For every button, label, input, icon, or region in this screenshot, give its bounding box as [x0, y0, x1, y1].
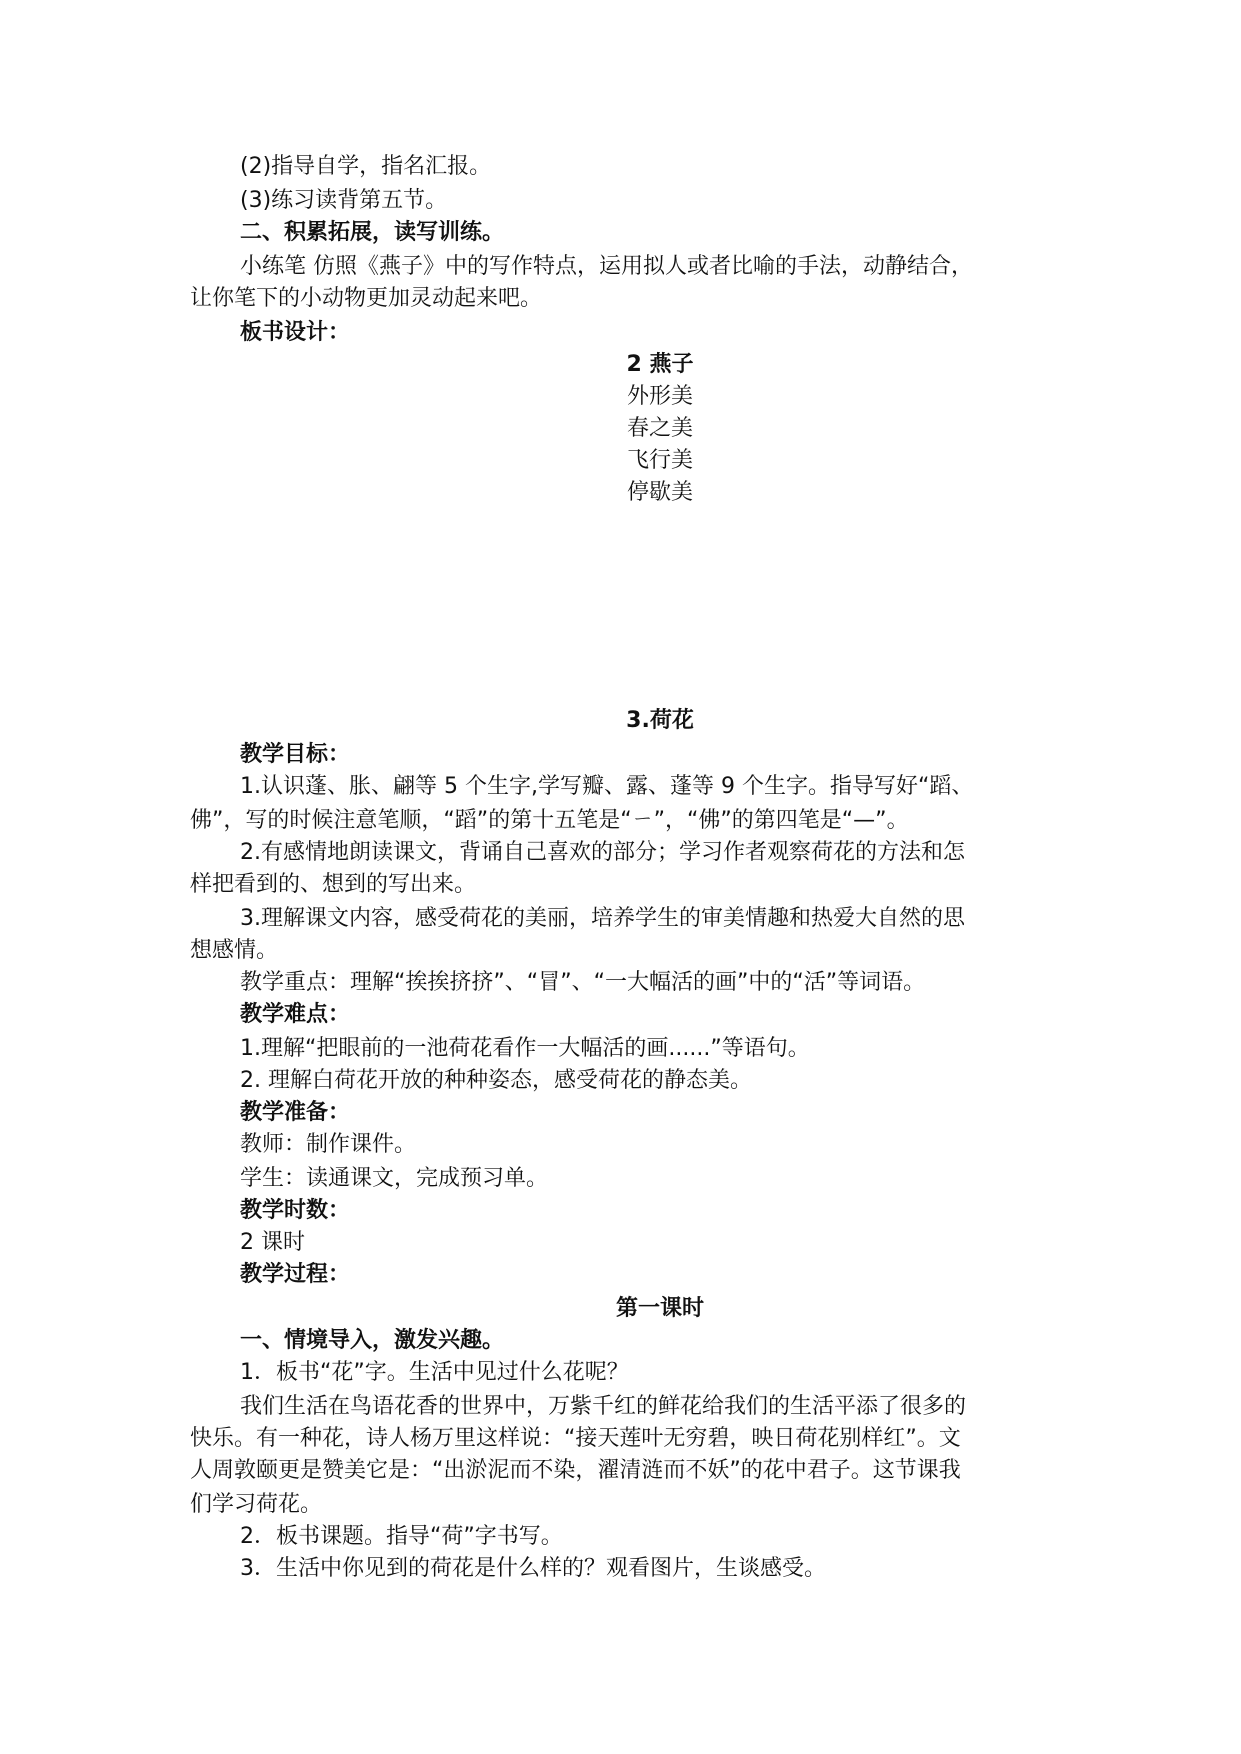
- process-label: 教学过程：: [240, 1262, 351, 1287]
- intro-paragraph-line-1: 我们生活在鸟语花香的世界中，万紫千红的鲜花给我们的生活平添了很多的: [240, 1394, 967, 1419]
- practice-paragraph-line-1: 小练笔 仿照《燕子》中的写作特点，运用拟人或者比喻的手法，动静结合，: [240, 254, 973, 279]
- goal-2-line-1: 2.有感情地朗读课文，背诵自己喜欢的部分；学习作者观察荷花的方法和怎: [240, 840, 965, 865]
- intro-paragraph-line-3: 人周敦颐更是赞美它是：“出淤泥而不染，濯清涟而不妖”的花中君子。这节课我: [190, 1458, 961, 1483]
- preparation-teacher: 教师：制作课件。: [240, 1132, 417, 1157]
- board-design-label: 板书设计：: [240, 320, 351, 345]
- hours-value: 2 课时: [240, 1230, 305, 1255]
- intro-heading: 一、情境导入，激发兴趣。: [240, 1328, 505, 1353]
- goal-1-line-2: 佛”，写的时候注意笔顺，“蹈”的第十五笔是“ㄧ”，“佛”的第四笔是“—”。: [190, 808, 909, 833]
- preparation-label: 教学准备：: [240, 1100, 351, 1125]
- goals-label: 教学目标：: [240, 742, 351, 767]
- board-title: 2 燕子: [626, 352, 694, 377]
- hours-label: 教学时数：: [240, 1198, 351, 1223]
- step-2-text: (2)指导自学，指名汇报。: [240, 154, 492, 179]
- lesson-title: 3.荷花: [626, 708, 694, 733]
- heading-accumulate-expand: 二、积累拓展，读写训练。: [240, 220, 505, 245]
- preparation-student: 学生：读通课文，完成预习单。: [240, 1166, 549, 1191]
- difficult-point-1: 1.理解“把眼前的一池荷花看作一大幅活的画......”等语句。: [240, 1036, 810, 1061]
- goal-3-line-1: 3.理解课文内容，感受荷花的美丽，培养学生的审美情趣和热爱大自然的思: [240, 906, 965, 931]
- goal-3-line-2: 想感情。: [190, 938, 279, 963]
- board-item: 停歇美: [626, 480, 693, 505]
- step-3-text: (3)练习读背第五节。: [240, 188, 448, 213]
- board-item: 春之美: [626, 416, 693, 441]
- board-item: 飞行美: [626, 448, 693, 473]
- goal-1-line-1: 1.认识蓬、胀、翩等 5 个生字,学写瓣、露、蓬等 9 个生字。指导写好“蹈、: [240, 774, 974, 799]
- intro-step-1: 1．板书“花”字。生活中见过什么花呢？: [240, 1360, 629, 1385]
- key-points-text: 教学重点：理解“挨挨挤挤”、“冒”、“一大幅活的画”中的“活”等词语。: [240, 970, 926, 995]
- intro-step-2: 2．板书课题。指导“荷”字书写。: [240, 1524, 563, 1549]
- intro-paragraph-line-4: 们学习荷花。: [190, 1492, 323, 1517]
- board-item: 外形美: [626, 384, 693, 409]
- goal-2-line-2: 样把看到的、想到的写出来。: [190, 872, 477, 897]
- practice-paragraph-line-2: 让你笔下的小动物更加灵动起来吧。: [190, 286, 543, 311]
- period-title: 第一课时: [615, 1296, 704, 1321]
- intro-step-3: 3．生活中你见到的荷花是什么样的？观看图片，生谈感受。: [240, 1556, 826, 1581]
- intro-paragraph-line-2: 快乐。有一种花，诗人杨万里这样说：“接天莲叶无穷碧，映日荷花别样红”。文: [190, 1426, 961, 1451]
- difficult-points-label: 教学难点：: [240, 1002, 351, 1027]
- difficult-point-2: 2. 理解白荷花开放的种种姿态，感受荷花的静态美。: [240, 1068, 752, 1093]
